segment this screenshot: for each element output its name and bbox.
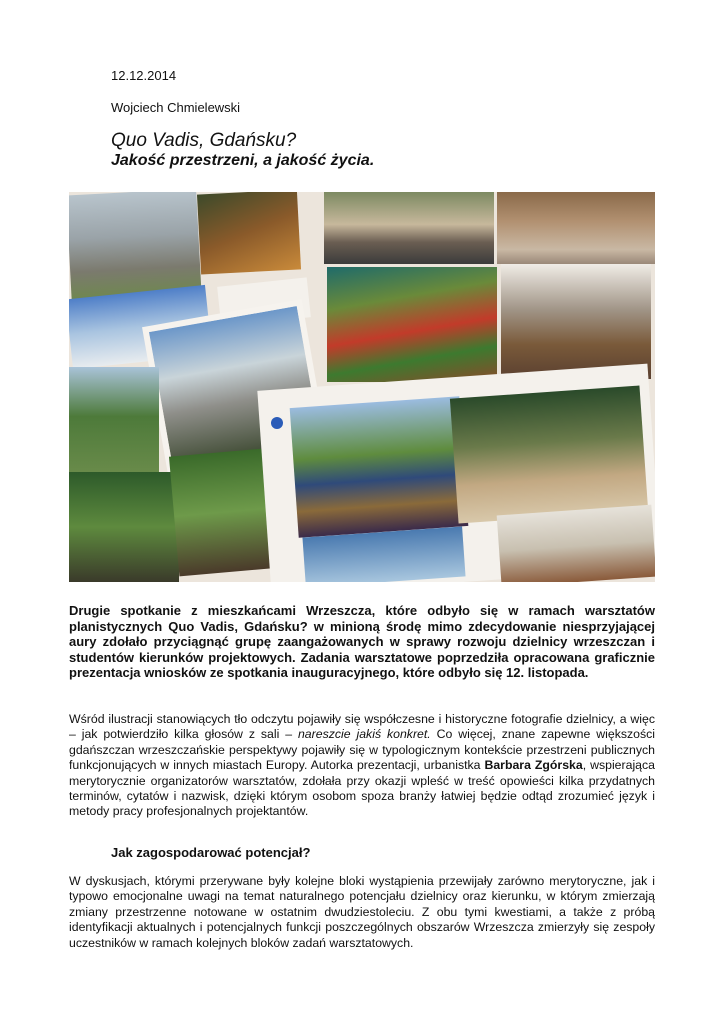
- body-paragraph-2: W dyskusjach, którymi przerywane były kolejne bloki wystąpienia przewijały zarówno merytoryczne, jak i typowo emocjonalne uwagi na temat naturalnego potencjału dzielnicy oraz kierunku, w którym zmierzają zmiany przestrzenne notowane w ostatnim dwudziestoleciu. Z obu tymi kwestiami, a także z próbą identyfikacji aktualnych i potencjalnych funkcji poszczególnych obszarów Wrzeszcza zmierzyły się zespoły uczestników w ramach kolejnych bloków zadań warsztatowych.: [69, 874, 655, 950]
- person-name: Barbara Zgórska: [484, 758, 583, 773]
- collage-photo-park-river: [69, 367, 159, 477]
- quote-italic: nareszcie jakiś konkret.: [297, 727, 431, 742]
- collage-photo-market: [327, 267, 497, 382]
- document-date: 12.12.2014: [111, 68, 177, 83]
- collage-photo-playground-path: [290, 396, 469, 538]
- collage-photo-cafe-bikes: [324, 192, 494, 264]
- paragraph-1-text-b: Co więcej, znane zapewne większości gdańszczan wrzeszczańskie perspektywy pojawiły się w typologicznym kontekście przestrzeni publicznych funkcjonujących w innych miastach Europy. Autorka prezentacji, urbanistka: [69, 727, 656, 773]
- collage-photo-volleyball: [497, 505, 655, 582]
- collage-photo-arcade: [501, 264, 651, 379]
- collage-photo-garden: [69, 472, 179, 582]
- section-heading: Jak zagospodarować potencjał?: [111, 845, 311, 860]
- pushpin-icon: [271, 417, 283, 429]
- document-title: Quo Vadis, Gdańsku?: [111, 130, 297, 151]
- document-author: Wojciech Chmielewski: [111, 100, 241, 115]
- photo-collage-image: [69, 192, 655, 582]
- collage-photo-plaza: [197, 192, 301, 275]
- paragraph-1-text-a: Wśród ilustracji stanowiących tło odczytu pojawiły się współczesne i historyczne fotografie dzielnicy, a więc – jak potwierdziło kilka głosów z sali –: [69, 712, 655, 742]
- collage-photo-wooden-playground: [450, 386, 648, 524]
- lead-paragraph: Drugie spotkanie z mieszkańcami Wrzeszcza, które odbyło się w ramach warsztatów planistycznych Quo Vadis, Gdańsku? w minioną środę mimo zdecydowanie niesprzyjającej aury zdołało przyciągnąć grupę zaangażowanych w sprawy rozwoju dzielnicy wrzeszczan i studentów kierunków projektowych. Zadania warsztatowe poprzedziła opracowana graficznie prezentacja wniosków ze spotkania inauguracyjnego, które odbyło się 12. listopada.: [69, 603, 655, 681]
- body-paragraph-1: [69, 712, 655, 820]
- collage-photo-pedestrian-street: [497, 192, 655, 264]
- paragraph-1-text-c: , wspierająca merytorycznie organizatorów warsztatów, zdołała przy okazji wpleść w treść opowieści kilka przydatnych terminów, cytatów i nazwisk, dzięki którym osobom spoza branży łatwiej będzie odtąd zrozumieć język i metody pracy profesjonalnych projektantów.: [69, 758, 656, 819]
- document-subtitle: Jakość przestrzeni, a jakość życia.: [111, 152, 375, 169]
